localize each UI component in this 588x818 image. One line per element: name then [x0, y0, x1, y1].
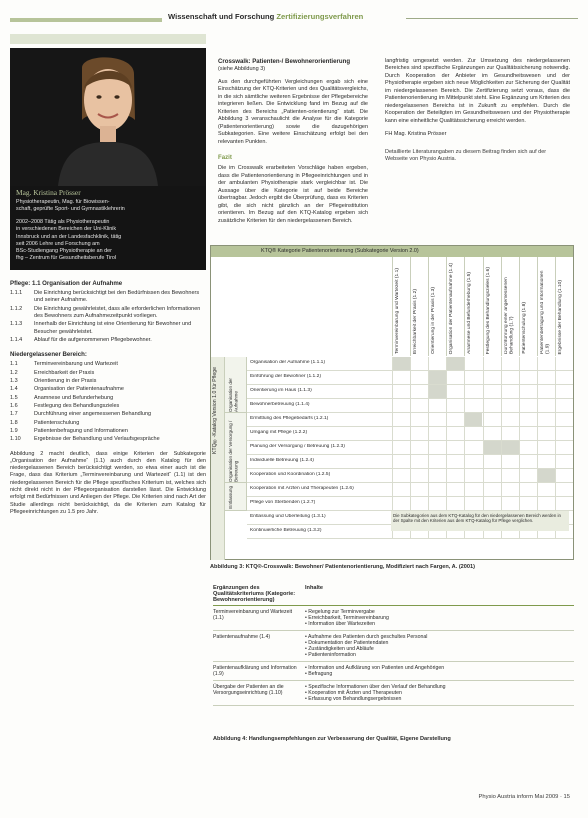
matrix-cell	[446, 427, 464, 440]
table-cell-contents	[305, 609, 574, 627]
matrix-cell	[392, 483, 410, 496]
matrix-cell	[501, 399, 519, 412]
matrix-cell	[392, 441, 410, 454]
matrix-cell	[392, 469, 410, 482]
table-bullet-item: • Patienteninformation	[305, 652, 574, 658]
matrix-cell-match	[464, 413, 482, 426]
header-section: Wissenschaft und Forschung	[168, 12, 275, 21]
table-bullet-item: • Befragung	[305, 671, 574, 677]
matrix-cell	[519, 441, 537, 454]
matrix-cell	[501, 483, 519, 496]
bio-line: 2002–2008 Tätig als Physiotherapeutin	[16, 219, 110, 226]
matrix-outer-label-text: KTQ®-Katalog Version 1.0 für Pflege	[212, 367, 218, 455]
matrix-cell	[501, 455, 519, 468]
bio-line: in verschiedenen Bereichen der Uni-Klinik	[16, 226, 117, 233]
matrix-row-label: Kooperation und Koordination (1.2.5)	[250, 472, 331, 477]
matrix-cell	[392, 413, 410, 426]
matrix-cell	[483, 371, 501, 384]
matrix-group-label: Entlassung	[225, 483, 247, 511]
list-item: 1.4 Organisation der Patientenaufnahme	[10, 386, 124, 393]
matrix-cell	[428, 441, 446, 454]
matrix-cell-match	[392, 357, 410, 370]
matrix-row-label: Ermittlung des Pflegebedarfs (1.2.1)	[250, 416, 329, 421]
matrix-cell-match	[428, 385, 446, 398]
matrix-column-header: Patientenbefragung und Informationen (1.9)	[537, 257, 555, 356]
matrix-cell	[537, 455, 555, 468]
matrix-cell	[537, 441, 555, 454]
matrix-row-label: Individuelle Betreuung (1.2.4)	[250, 458, 314, 463]
matrix-cell-match	[428, 371, 446, 384]
author-portrait-illustration	[10, 48, 206, 186]
matrix-cell	[519, 357, 537, 370]
matrix-cell	[428, 413, 446, 426]
bio-line: seit 2006 Lehre und Forschung am	[16, 240, 100, 247]
matrix-cell	[537, 371, 555, 384]
matrix-cell	[446, 441, 464, 454]
table-cell-contents	[305, 665, 574, 677]
matrix-cell	[410, 483, 428, 496]
matrix-cell	[483, 413, 501, 426]
list-item: 1.10 Ergebnisse der Behandlung und Verlaufsgespräche	[10, 436, 160, 443]
matrix-cell	[464, 371, 482, 384]
matrix-cell	[410, 497, 428, 510]
table-header-cell: Inhalte	[305, 585, 324, 591]
table-cell-contents	[305, 684, 574, 702]
table-header-cell: Ergänzungen des Qualitätskriteriums (Kategorie: Bewohnerorientierung)	[213, 585, 296, 603]
matrix-row-label: Kontinuierliche Betreuung (1.3.2)	[250, 528, 322, 533]
matrix-column-header: Ergebnisse der Behandlung (1.10)	[555, 257, 573, 356]
matrix-cell	[555, 469, 573, 482]
author-photo	[10, 48, 206, 186]
list-item: 1.7 Durchführung einer angemessenen Behandlung	[10, 411, 152, 418]
matrix-cell	[464, 455, 482, 468]
list-item: 1.1.4 Ablauf für die aufgenommenen Pflegebewohner.	[10, 336, 152, 343]
figure-caption-3: Abbildung 3: KTQ®-Crosswalk: Bewohner/ Patientenorientierung, Modifiziert nach Fargen, A. (2001)	[210, 564, 475, 570]
matrix-cell	[464, 399, 482, 412]
matrix-cell	[519, 497, 537, 510]
column-right	[385, 58, 570, 164]
matrix-row	[247, 469, 573, 483]
matrix-cell	[537, 427, 555, 440]
matrix-cell	[555, 357, 573, 370]
matrix-cell	[410, 441, 428, 454]
matrix-row	[247, 455, 573, 469]
matrix-cell-match	[446, 357, 464, 370]
matrix-group-label: Organisation der Aufnahme	[225, 357, 247, 413]
list-item: 1.1.3 Innerhalb der Einrichtung ist eine Orientierung für Bewohner und Besucher gewährleistet.	[10, 321, 192, 335]
matrix-cell-match	[483, 441, 501, 454]
table-bullet-item: • Dokumentation der Patientendaten	[305, 640, 574, 646]
body-paragraph: Abbildung 2 macht deutlich, dass einige Kriterien der Subkategorie „Organisation der Aufnahme“ (1.1) auch durch den Katalog für den niedergelassenen Bereich berücksichtigt werden, so etwa einer auch ist die Frage, dass das Kriterium „Terminvereinbarung und Wartezeit“ (1.1) ist den niedergelassenen Bereich für die Pflege spezifisches Kriterium ist, welches sich nicht direkt nicht in der Pflegeorganisation darstellen lässt. Die Entwicklung erfolgt mit Bedürfnissen und Anliegen der Pflege. Die Kriterien sind nach Art der Studie allerdings nicht berücksichtigt, da die Kriterien zum Katalog für Pflegeeinrichtungen zu 1.5 pro Jahr.	[10, 450, 206, 515]
matrix-cell	[446, 497, 464, 510]
matrix-cell	[519, 483, 537, 496]
table-row	[213, 606, 574, 631]
section-heading: Niedergelassener Bereich:	[10, 351, 87, 359]
matrix-cell	[410, 413, 428, 426]
matrix-cell	[537, 399, 555, 412]
section-subtitle: (siehe Abbildung 3)	[218, 66, 266, 73]
table-bullet-item: • Zuständigkeiten und Abläufe	[305, 646, 574, 652]
matrix-cell	[410, 427, 428, 440]
matrix-column-header: Anamnese und Befunderhebung (1.5)	[464, 257, 482, 356]
list-item: 1.3 Orientierung in der Praxis	[10, 378, 97, 384]
list-item: 1.1.2 Die Einrichtung gewährleistet, dass alle erforderlichen Informationen des Bewohners zum Aufnahmezeitpunkt vorliegen.	[10, 305, 201, 320]
table-bullet-item: • Information und Aufklärung von Patienten und Angehörigen	[305, 665, 574, 671]
matrix-cell	[483, 385, 501, 398]
matrix-cell	[464, 385, 482, 398]
matrix-cell	[555, 427, 573, 440]
matrix-cell	[501, 469, 519, 482]
matrix-cell	[519, 399, 537, 412]
matrix-cell	[446, 413, 464, 426]
matrix-cell	[464, 357, 482, 370]
table-cell-criterion: Patientenaufklärung und Information (1.9)	[213, 665, 297, 677]
table-bullet-item: • Aufnahme des Patienten durch geschultes Personal	[305, 634, 574, 640]
matrix-cell	[446, 371, 464, 384]
criteria-list-pflege	[10, 290, 206, 344]
list-item: 1.5 Anamnese und Befunderhebung	[10, 394, 114, 401]
header-accent-bar	[10, 18, 162, 22]
matrix-cell	[410, 371, 428, 384]
matrix-cell	[501, 371, 519, 384]
bio-line: Innsbruck und an der Landesfachklinik, tätig	[16, 233, 122, 240]
matrix-cell	[464, 469, 482, 482]
matrix-cell	[501, 497, 519, 510]
matrix-cell	[537, 497, 555, 510]
matrix-title: KTQ® Kategorie Patientenorientierung (Subkategorie Version 2.0)	[211, 246, 573, 257]
matrix-cell	[392, 455, 410, 468]
author-signature: FH Mag. Kristina Prösser	[385, 131, 447, 138]
table-row	[213, 631, 574, 662]
matrix-cell	[555, 371, 573, 384]
matrix-cell	[464, 441, 482, 454]
reference-note: Detaillierte Literaturangaben zu diesem Beitrag finden sich auf der Webseite von Physio Austria.	[385, 148, 547, 163]
matrix-column-header: Festlegung des Behandlungszieles (1.6)	[483, 257, 501, 356]
matrix-cell	[537, 413, 555, 426]
matrix-cell	[410, 455, 428, 468]
matrix-cell	[555, 399, 573, 412]
matrix-row-label: Umgang mit Pflege (1.2.2)	[250, 430, 308, 435]
recommendations-table	[213, 585, 574, 706]
matrix-cell	[501, 413, 519, 426]
matrix-column-header: Durchführung einer angemessenen Behandlung (1.7)	[501, 257, 519, 356]
matrix-cell	[446, 455, 464, 468]
matrix-cell	[446, 469, 464, 482]
body-paragraph: langfristig umgesetzt werden. Zur Umsetzung des niedergelassenen Bereiches sind spezifische Ergänzungen zur Qualitätssicherung notwendig. Durch Kooperation der Anbieter im Gesundheitswesen und der Physiotherapie ergeben sich neue Möglichkeiten zur Sicherung der Qualität im niedergelassenen Bereich. Die Zertifizierung setzt voraus, dass die Patientenorientierung im Mittelpunkt steht. Eine Ergänzung um Kriterien des niedergelassenen Bereichs ist in Zukunft zu empfehlen. Durch die Kooperation der Beteiligten im Gesundheitswesen und der Physiotherapie kann eine einheitliche Qualitätssicherung erreicht werden.	[385, 58, 570, 124]
bio-line: schaft, geprüfte Sport- und Gymnastiklehrerin	[16, 206, 125, 213]
matrix-row-label: Orientierung im Haus (1.1.3)	[250, 388, 312, 393]
matrix-row	[247, 497, 573, 511]
table-header	[213, 585, 574, 606]
column-middle	[218, 58, 368, 225]
matrix-cell	[519, 385, 537, 398]
matrix-cell	[410, 385, 428, 398]
table-row	[213, 662, 574, 681]
matrix-cell	[483, 455, 501, 468]
author-bio-text	[16, 188, 202, 262]
table-bullet-item: • Erreichbarkeit, Terminvereinbarung	[305, 615, 574, 621]
top-strip	[10, 34, 206, 44]
bio-line: BSc-Studiengang Physiotherapie an der	[16, 247, 112, 254]
matrix-cell	[555, 385, 573, 398]
list-item: 1.9 Patientenbefragung und Informationen	[10, 427, 128, 434]
matrix-cell	[483, 469, 501, 482]
table-bullet-item: • Erfassung von Behandlungsergebnissen	[305, 696, 574, 702]
matrix-row	[247, 483, 573, 497]
table-cell-criterion: Patientenaufnahme (1.4)	[213, 634, 271, 640]
table-cell-contents	[305, 634, 574, 658]
matrix-cell	[555, 497, 573, 510]
matrix-cell	[519, 427, 537, 440]
matrix-column-header: Orientierung in der Praxis (1.3)	[428, 257, 446, 356]
matrix-column-header: Patientenschulung (1.8)	[519, 257, 537, 356]
matrix-cell	[555, 483, 573, 496]
matrix-column-header: Terminvereinbarung und Wartezeit (1.1)	[392, 257, 410, 356]
matrix-cell-match	[501, 441, 519, 454]
bio-line: fhg – Zentrum für Gesundheitsberufe Tirol	[16, 255, 117, 262]
matrix-cell-match	[537, 469, 555, 482]
matrix-cell	[410, 357, 428, 370]
section-heading: Pflege: 1.1 Organisation der Aufnahme	[10, 280, 123, 287]
list-item: 1.1.1 Die Einrichtung berücksichtigt bei den Bedürfnissen des Bewohners und seiner Aufnahme.	[10, 290, 200, 304]
matrix-cell	[428, 469, 446, 482]
matrix-row	[247, 371, 573, 385]
matrix-row-label: Pflege von Sterbenden (1.2.7)	[250, 500, 316, 505]
matrix-cell	[428, 455, 446, 468]
list-item: 1.6 Festlegung des Behandlungszieles	[10, 402, 120, 409]
matrix-cell	[446, 399, 464, 412]
matrix-cell	[501, 385, 519, 398]
matrix-cell	[501, 427, 519, 440]
matrix-cell	[428, 357, 446, 370]
matrix-column-headers	[392, 257, 573, 356]
page-footer: Physio Austria inform Mai 2009 · 15	[478, 794, 570, 800]
matrix-cell	[392, 427, 410, 440]
matrix-column-header: Organisation der Patientenaufnahme (1.4)	[446, 257, 464, 356]
criteria-list-niedergelassen	[10, 361, 206, 443]
matrix-cell	[501, 357, 519, 370]
table-row	[213, 681, 574, 706]
matrix-cell	[519, 413, 537, 426]
table-cell-criterion: Übergabe der Patienten an die Versorgungseinrichtung (1.10)	[213, 684, 284, 696]
matrix-cell	[519, 455, 537, 468]
matrix-cell	[537, 385, 555, 398]
matrix-cell	[537, 483, 555, 496]
table-bullet-item: • Kooperation mit Ärzten und Therapeuten	[305, 690, 574, 696]
author-name: Mag. Kristina Prösser	[16, 188, 81, 197]
matrix-row	[247, 441, 573, 455]
matrix-row	[247, 413, 573, 427]
author-bio-box	[10, 48, 206, 270]
matrix-cell	[428, 399, 446, 412]
list-item: 1.2 Erreichbarkeit der Praxis	[10, 369, 95, 376]
matrix-row-label: Bewohnerbetreuung (1.1.4)	[250, 402, 310, 407]
matrix-cell	[446, 385, 464, 398]
bio-line: Physiotherapeutin, Mag. für Biowissen-	[16, 198, 110, 205]
header-rule	[406, 18, 578, 19]
table-bullet-item: • Spezifische Informationen über den Verlauf der Behandlung	[305, 684, 574, 690]
body-paragraph: Aus den durchgeführten Vergleichungen ergab sich eine Einschätzung der KTQ-Kriterien und des Qualitätsvergleichs, in die sich sämtliche weiteren Ergebnisse der Pflegebereiche integrieren ließen. Die Entwicklung fand im Bezug auf die Kriterien des Bereichs „Patienten-orientierung“ statt. Die Abbildung 3 veranschaulicht die Analyse für die Kategorie (Patientenorientierung) sowie die dazugehörigen Subkategorien. Eine weitere Einschätzung erfolgt bei den relevanten Punkten.	[218, 78, 368, 145]
list-item: 1.1 Terminvereinbarung und Wartezeit	[10, 361, 118, 368]
matrix-cell	[410, 469, 428, 482]
page-header	[10, 12, 578, 26]
matrix-row	[247, 385, 573, 399]
crosswalk-matrix	[210, 245, 574, 560]
matrix-row	[247, 427, 573, 441]
matrix-row	[247, 399, 573, 413]
header-topic: Zertifizierungsverfahren	[276, 12, 364, 21]
list-item: 1.8 Patientenschulung	[10, 419, 80, 426]
matrix-cell	[392, 385, 410, 398]
matrix-cell	[428, 483, 446, 496]
matrix-cell	[446, 483, 464, 496]
matrix-cell	[392, 497, 410, 510]
matrix-row-label: Organisation der Aufnahme (1.1.1)	[250, 360, 326, 365]
matrix-cell	[464, 483, 482, 496]
matrix-cell	[464, 427, 482, 440]
matrix-row-label: Kooperation mit Ärzten und Therapeuten (1.2.6)	[250, 486, 354, 491]
matrix-cell	[483, 427, 501, 440]
table-bullet-item: • Regelung zur Terminvergabe	[305, 609, 574, 615]
header-title	[168, 12, 363, 21]
matrix-row-label: Entlassung und Überleitung (1.3.1)	[250, 514, 326, 519]
matrix-cell	[410, 399, 428, 412]
matrix-row-label: Einführung der Bewohner (1.1.2)	[250, 374, 321, 379]
matrix-cell	[555, 455, 573, 468]
matrix-cell	[555, 413, 573, 426]
matrix-cell	[555, 441, 573, 454]
matrix-group-label: Organisation der Versorgung / Betreuung	[225, 413, 247, 483]
table-bullet-item: • Information über Wartezeiten	[305, 621, 574, 627]
figure-caption-4: Abbildung 4: Handlungsempfehlungen zur Verbesserung der Qualität, Eigene Darstellung	[213, 736, 451, 742]
matrix-cell	[519, 469, 537, 482]
matrix-row	[247, 357, 573, 371]
matrix-cell	[483, 497, 501, 510]
matrix-cell	[392, 399, 410, 412]
column-left	[10, 280, 206, 516]
matrix-column-header: Erreichbarkeit der Praxis (1.2)	[410, 257, 428, 356]
matrix-cell	[392, 371, 410, 384]
matrix-cell	[483, 357, 501, 370]
matrix-cell	[537, 357, 555, 370]
matrix-cell	[519, 371, 537, 384]
matrix-cell	[428, 427, 446, 440]
section-heading-fazit: Fazit	[218, 153, 232, 161]
matrix-row-label: Planung der Versorgung / Betreuung (1.2.3)	[250, 444, 345, 449]
matrix-cell	[428, 497, 446, 510]
matrix-cell	[483, 483, 501, 496]
section-heading: Crosswalk: Patienten-/ Bewohnerorientierung	[218, 58, 351, 65]
table-cell-criterion: Terminvereinbarung und Wartezeit (1.1)	[213, 609, 293, 621]
matrix-outer-label	[211, 357, 225, 560]
matrix-note: Die Subkategorien aus dem KTQ-Katalog für den niedergelassenen Bereich werden in der Spalte mit den Kriterien aus dem KTQ-Katalog für Pflege verglichen.	[391, 511, 569, 531]
body-paragraph: Die im Crosswalk erarbeiteten Vorschläge haben ergeben, dass die Patientenorientierung in Pflegeeinrichtungen und in der ambulanten Physiotherapie stark vergleichbar ist. Die Aussage über die Kategorie ist auf beide Bereiche übertragbar. Jedoch ergibt die Überprüfung, dass es Kriterien gibt, die sich nicht gänzlich an der Pflegeinstitution orientieren. Im Bezug auf den KTQ-Katalog ergeben sich zusätzliche Kriterien für den niedergelassenen Bereich.	[218, 165, 368, 224]
matrix-cell	[483, 399, 501, 412]
matrix-cell	[464, 497, 482, 510]
